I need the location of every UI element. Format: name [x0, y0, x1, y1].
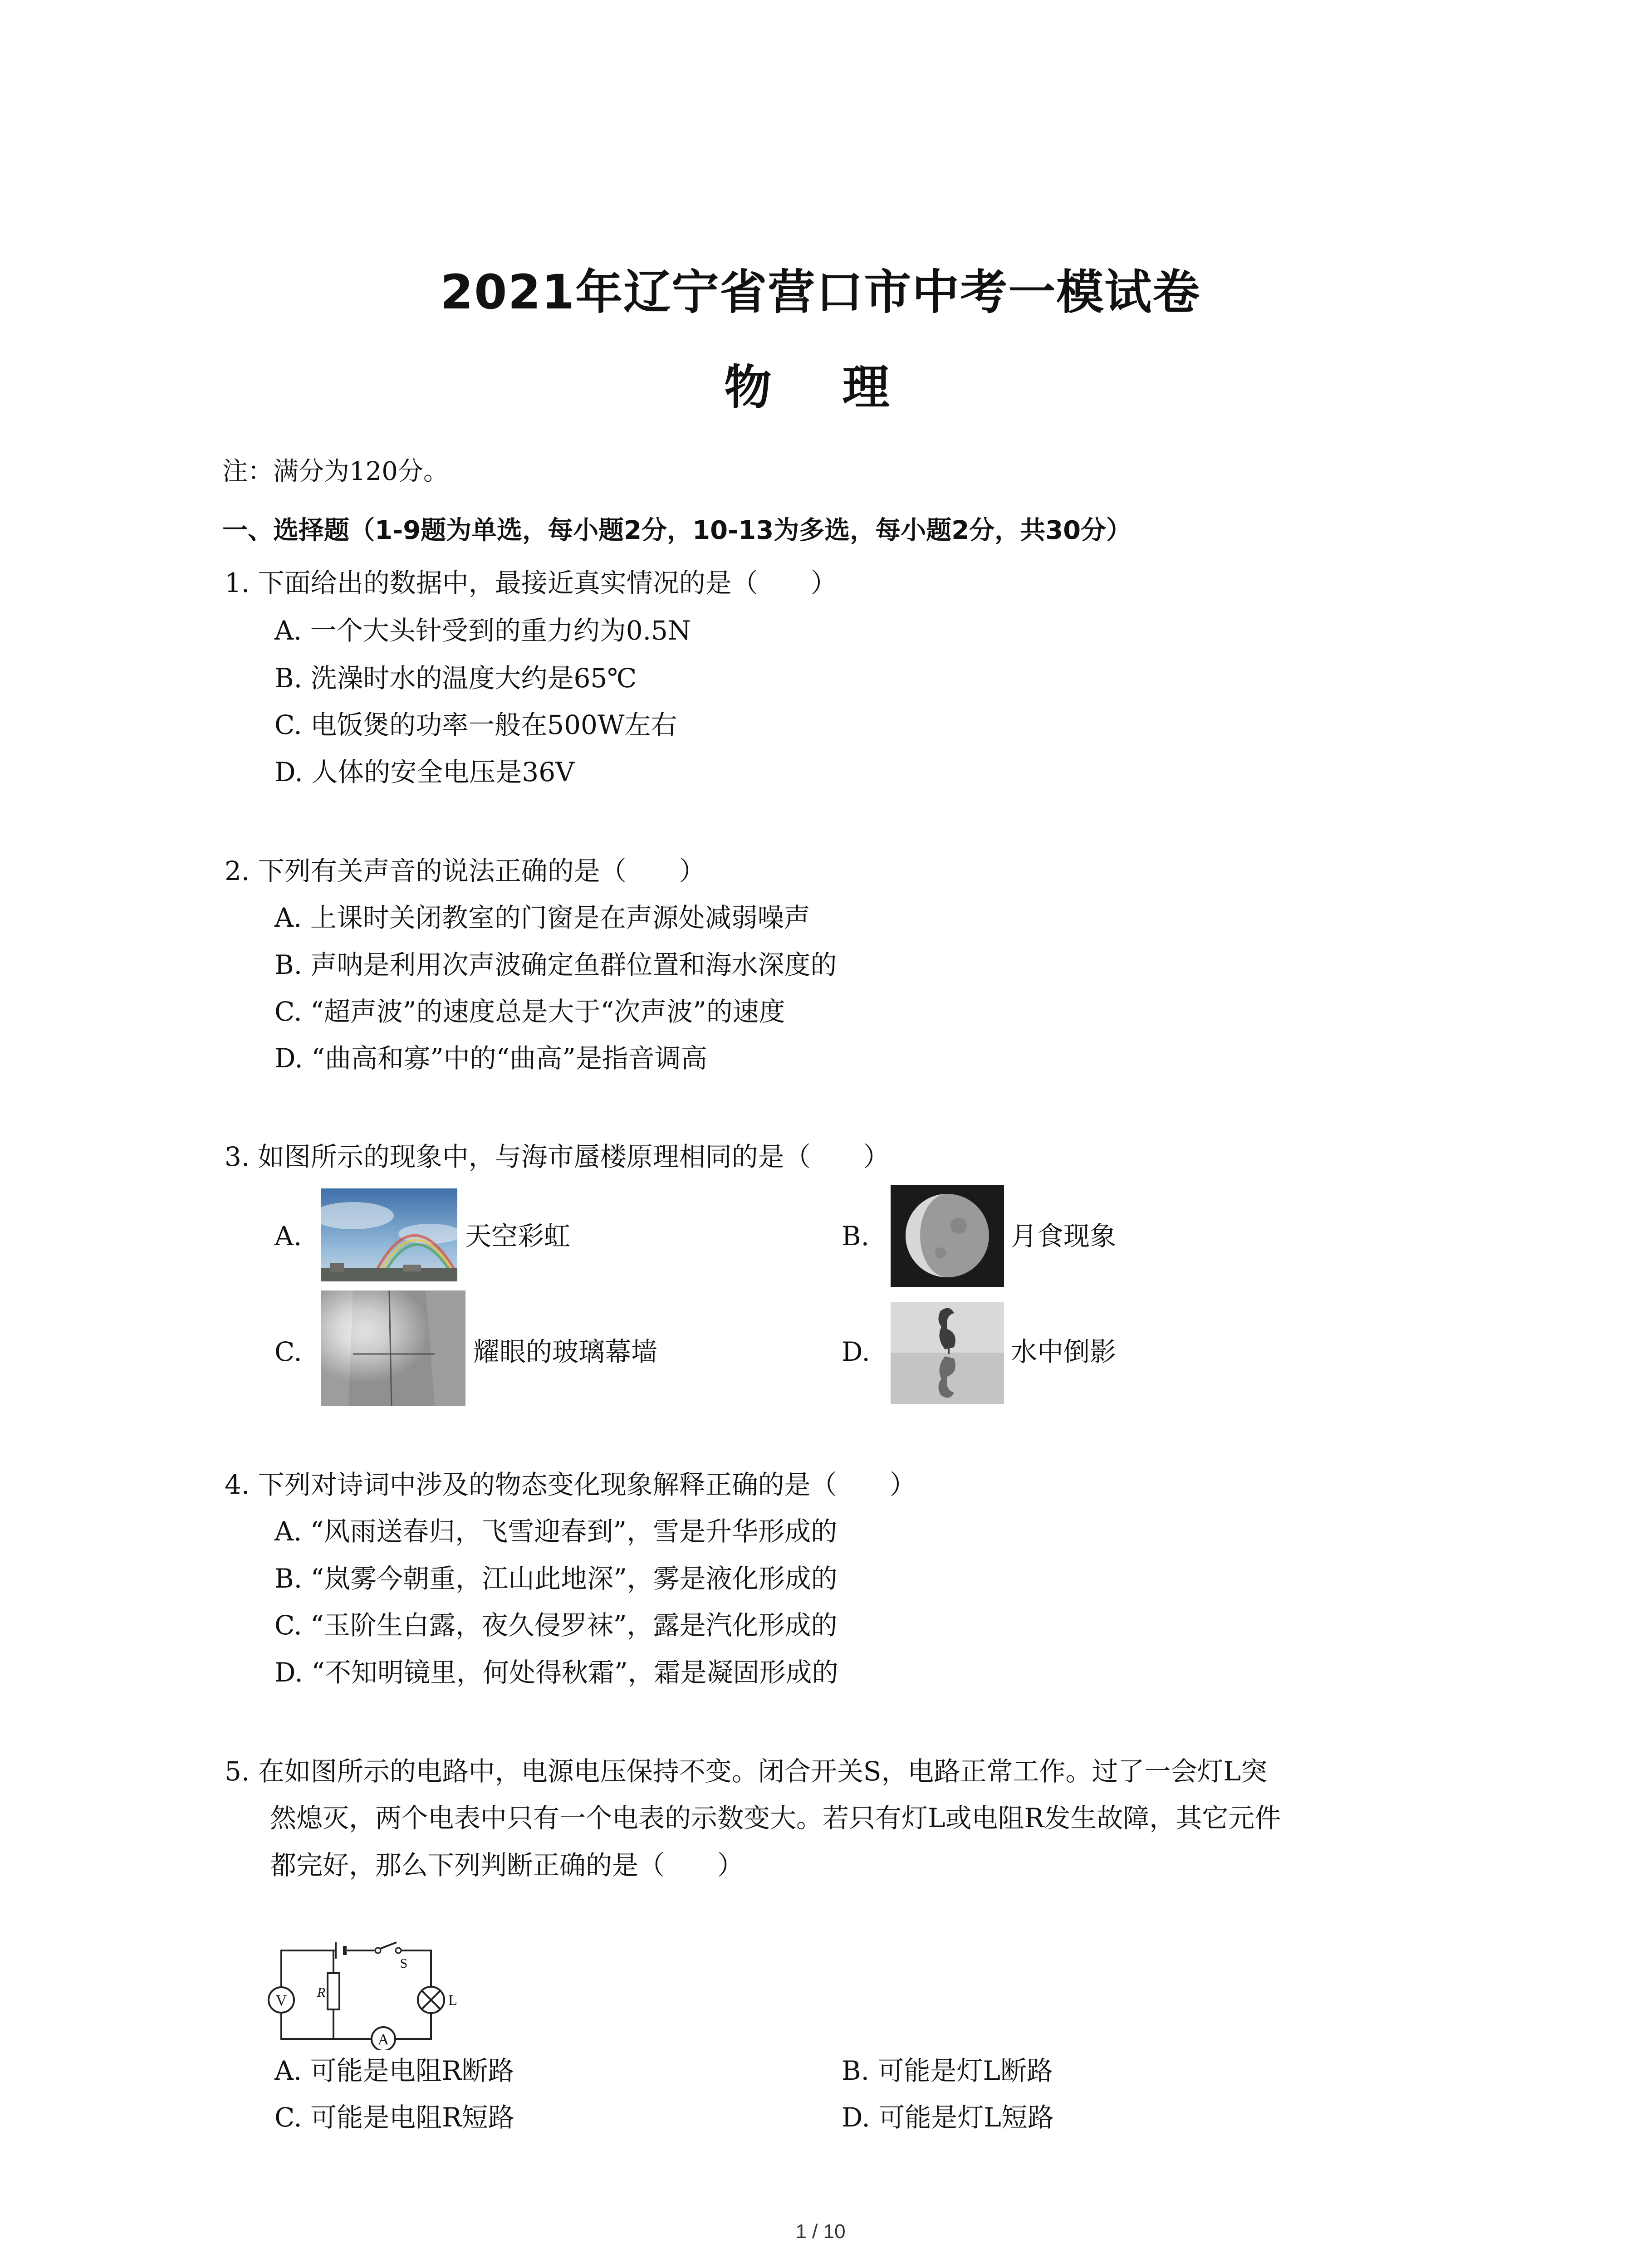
q3-option-d-text: 水中倒影 [1011, 1336, 1117, 1367]
q5-option-d: D. 可能是灯L短路 [842, 2102, 1054, 2133]
q2-option-c: C. “超声波”的速度总是大于“次声波”的速度 [274, 996, 785, 1027]
q5-option-c: C. 可能是电阻R短路 [274, 2102, 514, 2133]
glass-curtain-wall-image [321, 1290, 465, 1406]
circuit-diagram [268, 1932, 458, 2050]
page-number: 1 / 10 [795, 2220, 846, 2243]
q3-option-b-letter: B. [842, 1221, 870, 1251]
q2-option-b: B. 声呐是利用次声波确定鱼群位置和海水深度的 [274, 949, 837, 980]
question-5-stem-line-3: 都完好，那么下列判断正确的是（ ） [270, 1850, 744, 1881]
q4-option-a: A. “风雨送春归，飞雪迎春到”，雪是升华形成的 [274, 1516, 838, 1547]
question-5-stem-line-1: 5. 在如图所示的电路中，电源电压保持不变。闭合开关S，电路正常工作。过了一会灯L突 [225, 1756, 1268, 1787]
q2-option-a: A. 上课时关闭教室的门窗是在声源处减弱噪声 [274, 902, 810, 933]
lunar-eclipse-image [891, 1185, 1004, 1287]
q3-option-c-text: 耀眼的玻璃幕墙 [473, 1336, 658, 1367]
water-reflection-image [891, 1302, 1004, 1404]
lamp-label: L [448, 1992, 457, 2008]
question-3-stem: 3. 如图所示的现象中，与海市蜃楼原理相同的是（ ） [225, 1141, 890, 1172]
q3-option-d-letter: D. [842, 1336, 870, 1367]
q3-option-a-letter: A. [274, 1221, 302, 1251]
question-5-stem-line-2: 然熄灭，两个电表中只有一个电表的示数变大。若只有灯L或电阻R发生故障，其它元件 [270, 1803, 1281, 1833]
score-note: 注：满分为120分。 [222, 457, 449, 486]
q3-option-c-letter: C. [274, 1336, 302, 1367]
exam-title: 2021年辽宁省营口市中考一模试卷 [440, 264, 1201, 320]
question-2-stem: 2. 下列有关声音的说法正确的是（ ） [225, 855, 705, 886]
q4-option-c: C. “玉阶生白露，夜久侵罗袜”，露是汽化形成的 [274, 1610, 838, 1641]
switch-label: S [400, 1956, 408, 1971]
rainbow-image [321, 1188, 457, 1281]
q1-option-d: D. 人体的安全电压是36V [274, 757, 574, 787]
q1-option-b: B. 洗澡时水的温度大约是65℃ [274, 663, 637, 694]
q5-option-a: A. 可能是电阻R断路 [274, 2055, 514, 2086]
q3-option-b-text: 月食现象 [1011, 1221, 1117, 1251]
q4-option-d: D. “不知明镜里，何处得秋霜”，霜是凝固形成的 [274, 1657, 838, 1688]
q3-option-a-text: 天空彩虹 [465, 1221, 571, 1251]
q1-option-c: C. 电饭煲的功率一般在500W左右 [274, 709, 677, 740]
q2-option-d: D. “曲高和寡”中的“曲高”是指音调高 [274, 1043, 707, 1074]
q4-option-b: B. “岚雾今朝重，江山此地深”，雾是液化形成的 [274, 1563, 838, 1594]
resistor-label: R [317, 1985, 326, 2000]
question-4-stem: 4. 下列对诗词中涉及的物态变化现象解释正确的是（ ） [225, 1469, 916, 1500]
section-heading: 一、选择题（1-9题为单选，每小题2分，10-13为多选，每小题2分，共30分） [222, 516, 1132, 545]
voltmeter-label: V [275, 1992, 287, 2009]
question-1-stem: 1. 下面给出的数据中，最接近真实情况的是（ ） [225, 567, 837, 598]
q1-option-a: A. 一个大头针受到的重力约为0.5N [274, 615, 691, 646]
ammeter-label: A [377, 2031, 389, 2048]
q5-option-b: B. 可能是灯L断路 [842, 2055, 1053, 2086]
subject-title: 物 理 [724, 360, 917, 415]
